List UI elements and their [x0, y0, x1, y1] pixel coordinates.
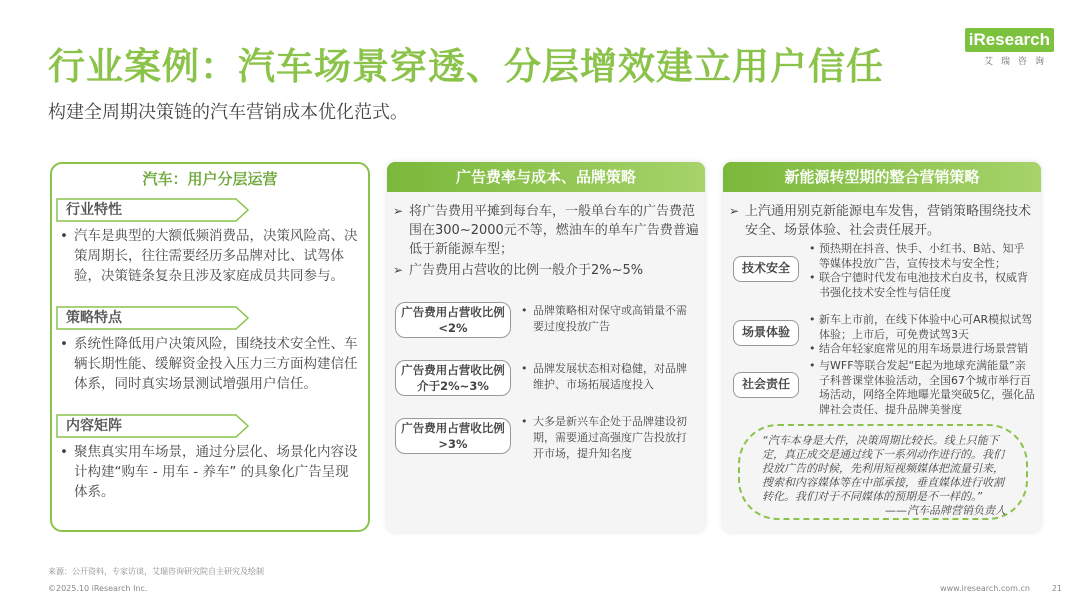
iresearch-logo: [962, 28, 1054, 70]
tag-strategy-features: [56, 306, 236, 330]
tag-label: 策略特点: [66, 310, 122, 326]
tier-label: 广告费用占营收比例介于2%~3%: [401, 363, 505, 393]
tier-pill-mid: [395, 360, 511, 396]
footer-website: www.iresearch.com.cn: [940, 584, 1030, 593]
ad-cost-panel: [387, 162, 705, 532]
note-text: 预热期在抖音、快手、小红书、B站、知乎等媒体投放广告，宣传技术与安全性；: [819, 242, 1025, 270]
content-matrix-text: [60, 442, 360, 502]
arrow-right-icon: ➢: [393, 263, 404, 277]
point-text: 将广告费用平摊到每台车，一般单台车的广告费范围在300~2000元不等，燃油车的单车广告费普遍低于新能源车型；: [409, 204, 699, 257]
bullet-icon: •: [809, 271, 816, 284]
tag-label: 技术安全: [741, 261, 790, 275]
bullet-icon: •: [60, 336, 68, 352]
quote-text: “汽车本身是大件，决策周期比较长。线上只能下定，真正成交是通过线下一系列动作进行的。我们投放广告的时候，先利用短视频媒体把流量引来，搜索和内容媒体等在中部承接，垂直媒体进行收割转化。我们对于不同媒体的预期是不一样的。”: [762, 434, 1004, 503]
right-panel-heading: 新能源转型期的整合营销策略: [723, 162, 1041, 192]
section-text: 汽车是典型的大额低频消费品，决策风险高、决策周期长，往往需要经历多品牌对比、试驾体验，决策链条复杂且涉及家庭成员共同参与。: [74, 228, 358, 284]
bullet-icon: •: [521, 362, 528, 375]
point-text: 广告费用占营收的比例一般介于2%~5%: [409, 263, 644, 278]
tier-note-low: [521, 303, 691, 335]
arrow-right-icon: ➢: [393, 204, 404, 218]
tier-pill-high: [395, 418, 511, 454]
intro-point: [729, 202, 1035, 240]
note-text: 与WFF等联合发起“E起为地球充满能量”亲子科普课堂体验活动，全国67个城市举行百场活动，网络全阵地曝光量突破5亿，强化品牌社会责任、提升品牌美誉度: [819, 359, 1035, 416]
note-text: 新车上市前，在线下体验中心可AR模拟试驾体验；上市后，可免费试驾3天: [819, 313, 1033, 341]
tier-note-text: 品牌策略相对保守或高销量不需要过度投放广告: [533, 304, 687, 333]
user-segmentation-panel: [50, 162, 370, 532]
logo-brand: iResearch: [965, 28, 1054, 52]
note-text: 联合宁德时代发布电池技术白皮书，权威背书强化技术安全性与信任度: [819, 271, 1028, 299]
bullet-icon: •: [809, 342, 816, 355]
left-panel-heading: 汽车：用户分层运营: [142, 170, 278, 188]
tier-label: 广告费用占营收比例>3%: [401, 421, 505, 451]
arrow-right-icon: ➢: [729, 204, 740, 218]
executive-quote: [738, 424, 1028, 520]
tier-label: 广告费用占营收比例<2%: [401, 305, 505, 335]
footer-copyright: ©2025.10 iResearch Inc.: [48, 584, 148, 593]
tag-industry-features: [56, 198, 236, 222]
section-text: 系统性降低用户决策风险，围绕技术安全性、车辆长期性能、缓解资金投入压力三方面构建信任体系，同时真实场景测试增强用户信任。: [74, 336, 358, 392]
tag-label: 行业特性: [66, 202, 122, 218]
tag-content-matrix: [56, 414, 236, 438]
tag-label: 场景体验: [741, 325, 790, 339]
tag-social-responsibility: [733, 372, 799, 398]
bullet-icon: •: [521, 304, 528, 317]
cost-point: [393, 261, 699, 280]
tag-label: 社会责任: [741, 377, 790, 391]
bullet-icon: •: [60, 444, 68, 460]
bullet-icon: •: [809, 242, 816, 255]
strategy-features-text: [60, 334, 360, 394]
bullet-icon: •: [60, 228, 68, 244]
section-text: 聚焦真实用车场景，通过分层化、场景化内容设计构建“购车 - 用车 - 养车” 的具象化广告呈现体系。: [74, 444, 358, 500]
tag-tech-safety: [733, 256, 799, 282]
footer-source: 来源：公开资料，专家访谈，艾瑞咨询研究院自主研究及绘制: [48, 567, 264, 576]
page-subtitle: 构建全周期决策链的汽车营销成本优化范式。: [48, 102, 408, 123]
industry-features-text: [60, 226, 360, 286]
page-number: 21: [1051, 584, 1062, 593]
tag-label: 内容矩阵: [66, 418, 122, 434]
tier-pill-low: [395, 302, 511, 338]
bullet-icon: •: [809, 313, 816, 326]
bullet-icon: •: [521, 415, 528, 428]
mid-panel-heading: 广告费率与成本、品牌策略: [387, 162, 705, 192]
tier-note-mid: [521, 361, 691, 393]
scene-experience-notes: [809, 313, 1035, 357]
intro-text: 上汽通用别克新能源电车发售，营销策略围绕技术安全、场景体验、社会责任展开。: [745, 204, 1032, 238]
page-title: 行业案例：汽车场景穿透、分层增效建立用户信任: [48, 45, 884, 88]
tier-note-text: 大多是新兴车企处于品牌建设初期，需要通过高强度广告投放打开市场，提升知名度: [533, 415, 687, 460]
note-text: 结合年轻家庭常见的用车场景进行场景营销: [819, 342, 1028, 355]
social-responsibility-notes: [809, 359, 1035, 417]
quote-source: ——汽车品牌营销负责人: [885, 504, 1006, 517]
tech-safety-notes: [809, 242, 1035, 300]
tier-note-text: 品牌发展状态相对稳健，对品牌维护、市场拓展适度投入: [533, 362, 687, 391]
bullet-icon: •: [809, 359, 816, 372]
logo-cn: 艾瑞咨询: [983, 57, 1052, 67]
cost-point: [393, 202, 699, 259]
tier-note-high: [521, 414, 691, 462]
tag-scene-experience: [733, 320, 799, 346]
